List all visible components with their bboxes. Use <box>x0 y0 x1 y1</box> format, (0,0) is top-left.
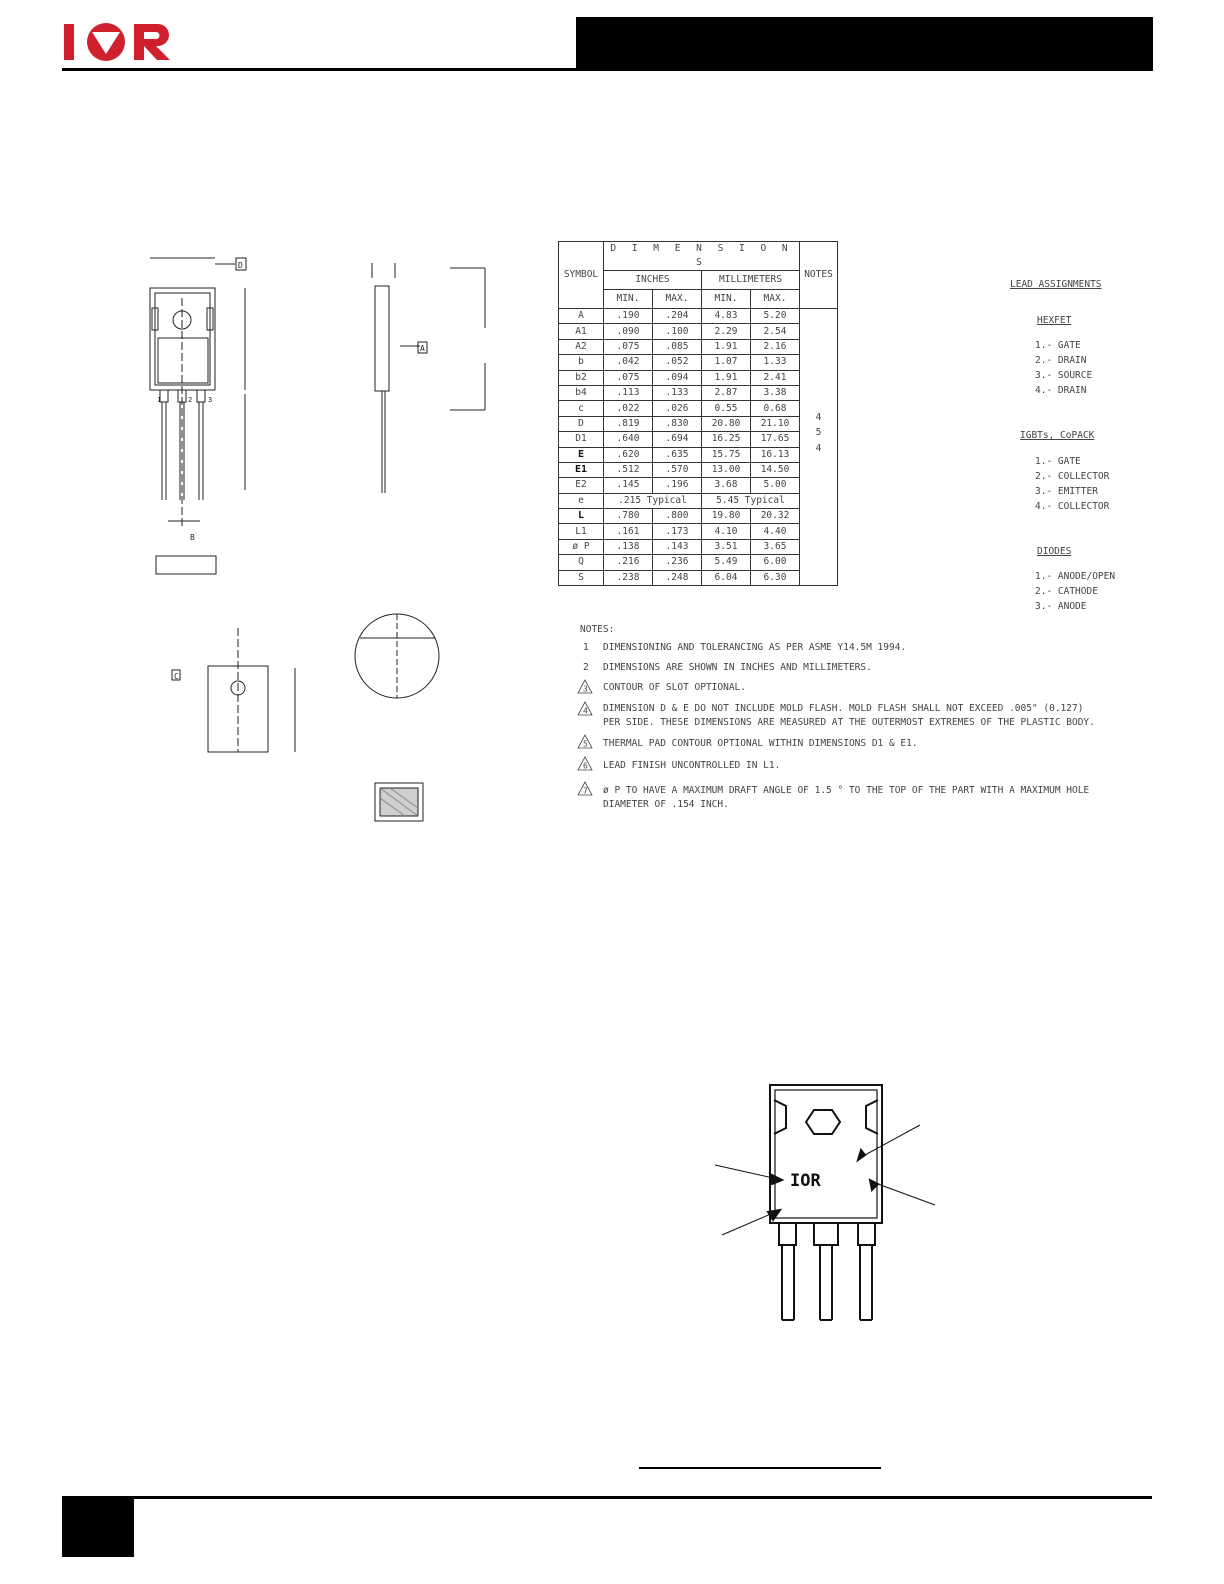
list-item: 1.- GATE <box>1035 340 1081 351</box>
row-symbol: S <box>559 570 604 585</box>
mm-max: 6.30 <box>751 570 800 585</box>
list-item: 4.- COLLECTOR <box>1035 501 1110 512</box>
mm-min: 5.49 <box>702 555 751 570</box>
mm-max: 14.50 <box>751 462 800 477</box>
table-row <box>559 509 838 524</box>
note-text: DIMENSION D & E DO NOT INCLUDE MOLD FLASH. MOLD FLASH SHALL NOT EXCEED .005" (0.127) <box>603 703 1084 714</box>
svg-text:5: 5 <box>583 739 588 749</box>
in-min: .819 <box>604 416 653 431</box>
lead-assignments-title: LEAD ASSIGNMENTS <box>1010 279 1102 290</box>
lead-section-view <box>375 783 423 821</box>
in-max: .173 <box>653 524 702 539</box>
list-item: 1.- GATE <box>1035 456 1081 467</box>
table-row <box>559 401 838 416</box>
table-row <box>559 432 838 447</box>
row-symbol: A1 <box>559 324 604 339</box>
row-symbol: b <box>559 355 604 370</box>
row-symbol: L1 <box>559 524 604 539</box>
in-max: .236 <box>653 555 702 570</box>
front-view <box>150 258 246 574</box>
symbol-header: SYMBOL <box>559 242 604 309</box>
mm-min: 15.75 <box>702 447 751 462</box>
in-max: .026 <box>653 401 702 416</box>
mm-min: 3.68 <box>702 478 751 493</box>
part-logo-text: IOR <box>790 1171 821 1191</box>
list-item: 4.- DRAIN <box>1035 385 1087 396</box>
row-symbol: A2 <box>559 339 604 354</box>
in-max: .196 <box>653 478 702 493</box>
in-min: .780 <box>604 509 653 524</box>
table-row <box>559 570 838 585</box>
in-typical: .215 Typical <box>604 493 702 508</box>
in-min: .138 <box>604 539 653 554</box>
mm-max-header: MAX. <box>751 290 800 309</box>
in-min: .042 <box>604 355 653 370</box>
note-text: LEAD FINISH UNCONTROLLED IN L1. <box>603 760 781 771</box>
mm-max: 2.41 <box>751 370 800 385</box>
mm-min: 6.04 <box>702 570 751 585</box>
row-notes-column <box>800 309 838 586</box>
inches-max-header: MAX. <box>653 290 702 309</box>
list-item: 2.- CATHODE <box>1035 586 1098 597</box>
table-row <box>559 355 838 370</box>
in-min: .238 <box>604 570 653 585</box>
row-symbol: E2 <box>559 478 604 493</box>
in-min: .145 <box>604 478 653 493</box>
mm-max: 2.16 <box>751 339 800 354</box>
mm-min: 1.91 <box>702 370 751 385</box>
notes-title: NOTES: <box>580 624 615 635</box>
in-min: .090 <box>604 324 653 339</box>
in-max: .204 <box>653 309 702 324</box>
footer-page-block <box>62 1499 134 1557</box>
row-symbol: b2 <box>559 370 604 385</box>
part-marking-illustration <box>710 1080 945 1325</box>
table-row <box>559 324 838 339</box>
ir-logo <box>62 20 180 64</box>
mm-min: 1.91 <box>702 339 751 354</box>
inches-header: INCHES <box>604 271 702 290</box>
in-min: .022 <box>604 401 653 416</box>
list-item: 1.- ANODE/OPEN <box>1035 571 1116 582</box>
mm-min: 4.10 <box>702 524 751 539</box>
diodes-title: DIODES <box>1037 546 1072 557</box>
note-triangle-icon <box>577 679 593 694</box>
svg-text:4: 4 <box>583 706 588 716</box>
side-view <box>372 263 485 493</box>
mm-max: 6.00 <box>751 555 800 570</box>
pin-3-label: 3 <box>208 396 213 404</box>
table-row <box>559 370 838 385</box>
row-symbol: E <box>559 447 604 462</box>
mm-min: 19.80 <box>702 509 751 524</box>
package-outline-drawing <box>90 238 550 858</box>
mm-max: 4.40 <box>751 524 800 539</box>
notes-header: NOTES <box>800 242 838 309</box>
mm-max: 5.20 <box>751 309 800 324</box>
row-symbol: ø P <box>559 539 604 554</box>
table-row <box>559 447 838 462</box>
row-symbol: c <box>559 401 604 416</box>
in-max: .052 <box>653 355 702 370</box>
row-symbol: Q <box>559 555 604 570</box>
lead-detail-view <box>355 614 439 698</box>
in-min: .512 <box>604 462 653 477</box>
table-row <box>559 478 838 493</box>
footer-link-underline <box>639 1467 881 1469</box>
table-row <box>559 339 838 354</box>
note-text-continued: DIAMETER OF .154 INCH. <box>603 799 729 810</box>
table-row <box>559 524 838 539</box>
dimensions-header: D I M E N S I O N S <box>604 242 800 271</box>
in-max: .094 <box>653 370 702 385</box>
footer-rule <box>62 1496 1152 1499</box>
list-item: 3.- SOURCE <box>1035 370 1093 381</box>
in-max: .133 <box>653 385 702 400</box>
back-view <box>172 628 295 752</box>
note-text-continued: PER SIDE. THESE DIMENSIONS ARE MEASURED AT THE OUTERMOST EXTREMES OF THE PLASTIC BODY. <box>603 717 1095 728</box>
mm-min: 0.55 <box>702 401 751 416</box>
svg-text:3: 3 <box>583 684 588 694</box>
note-text: CONTOUR OF SLOT OPTIONAL. <box>603 682 746 693</box>
mm-min-header: MIN. <box>702 290 751 309</box>
list-item: 2.- DRAIN <box>1035 355 1087 366</box>
in-max: .635 <box>653 447 702 462</box>
header-rule <box>62 68 576 71</box>
mm-max: 3.65 <box>751 539 800 554</box>
datum-d-label: D <box>238 261 243 270</box>
note-text: DIMENSIONS ARE SHOWN IN INCHES AND MILLIMETERS. <box>603 662 872 673</box>
inches-min-header: MIN. <box>604 290 653 309</box>
mm-min: 16.25 <box>702 432 751 447</box>
mm-max: 20.32 <box>751 509 800 524</box>
in-max: .100 <box>653 324 702 339</box>
in-max: .800 <box>653 509 702 524</box>
table-row <box>559 555 838 570</box>
datum-c-label: C <box>174 672 179 681</box>
row-note-d1: 5 <box>815 427 822 439</box>
in-max: .694 <box>653 432 702 447</box>
dimension-table <box>558 241 838 586</box>
note-triangle-icon <box>577 734 593 749</box>
row-note-d: 4 <box>815 412 822 423</box>
mm-max: 17.65 <box>751 432 800 447</box>
in-max: .085 <box>653 339 702 354</box>
in-min: .216 <box>604 555 653 570</box>
mm-max: 16.13 <box>751 447 800 462</box>
list-item: 3.- ANODE <box>1035 601 1087 612</box>
note-number: 1 <box>583 642 589 653</box>
in-min: .075 <box>604 370 653 385</box>
millimeters-header: MILLIMETERS <box>702 271 800 290</box>
note-triangle-icon <box>577 756 593 771</box>
datum-b-label: B <box>190 533 195 542</box>
row-symbol: L <box>559 509 604 524</box>
note-text: ø P TO HAVE A MAXIMUM DRAFT ANGLE OF 1.5 ° TO THE TOP OF THE PART WITH A MAXIMUM HOLE <box>603 785 1090 796</box>
svg-text:7: 7 <box>583 786 588 796</box>
table-row <box>559 539 838 554</box>
table-row <box>559 385 838 400</box>
in-min: .620 <box>604 447 653 462</box>
mm-min: 3.51 <box>702 539 751 554</box>
mm-min: 4.83 <box>702 309 751 324</box>
note-text: DIMENSIONING AND TOLERANCING AS PER ASME Y14.5M 1994. <box>603 642 907 653</box>
note-triangle-icon <box>577 781 593 796</box>
in-min: .161 <box>604 524 653 539</box>
table-row <box>559 416 838 431</box>
in-min: .640 <box>604 432 653 447</box>
list-item: 3.- EMITTER <box>1035 486 1098 497</box>
svg-text:6: 6 <box>583 761 588 771</box>
igbts-title: IGBTs, CoPACK <box>1020 430 1095 441</box>
mm-min: 2.29 <box>702 324 751 339</box>
in-max: .143 <box>653 539 702 554</box>
mm-max: 5.00 <box>751 478 800 493</box>
table-row <box>559 462 838 477</box>
in-min: .113 <box>604 385 653 400</box>
row-note-e: 4 <box>815 442 822 454</box>
mm-max: 1.33 <box>751 355 800 370</box>
row-symbol: A <box>559 309 604 324</box>
in-max: .830 <box>653 416 702 431</box>
row-symbol: D <box>559 416 604 431</box>
mm-min: 20.80 <box>702 416 751 431</box>
row-symbol: D1 <box>559 432 604 447</box>
note-triangle-icon <box>577 701 593 716</box>
row-symbol: b4 <box>559 385 604 400</box>
mm-min: 2.87 <box>702 385 751 400</box>
header-bar <box>576 17 1153 71</box>
mm-max: 3.38 <box>751 385 800 400</box>
mm-min: 13.00 <box>702 462 751 477</box>
in-min: .075 <box>604 339 653 354</box>
note-number: 2 <box>583 662 589 673</box>
row-symbol: E1 <box>559 462 604 477</box>
mm-max: 0.68 <box>751 401 800 416</box>
hexfet-title: HEXFET <box>1037 315 1072 326</box>
pin-1-label: 1 <box>157 396 162 404</box>
in-max: .248 <box>653 570 702 585</box>
mm-max: 2.54 <box>751 324 800 339</box>
table-row <box>559 493 838 508</box>
in-min: .190 <box>604 309 653 324</box>
mm-typical: 5.45 Typical <box>702 493 800 508</box>
table-row <box>559 309 838 324</box>
note-text: THERMAL PAD CONTOUR OPTIONAL WITHIN DIMENSIONS D1 & E1. <box>603 738 918 749</box>
mm-min: 1.07 <box>702 355 751 370</box>
pin-2-label: 2 <box>188 396 193 404</box>
list-item: 2.- COLLECTOR <box>1035 471 1110 482</box>
row-symbol: e <box>559 493 604 508</box>
mm-max: 21.10 <box>751 416 800 431</box>
in-max: .570 <box>653 462 702 477</box>
datum-a-label: A <box>420 344 425 353</box>
